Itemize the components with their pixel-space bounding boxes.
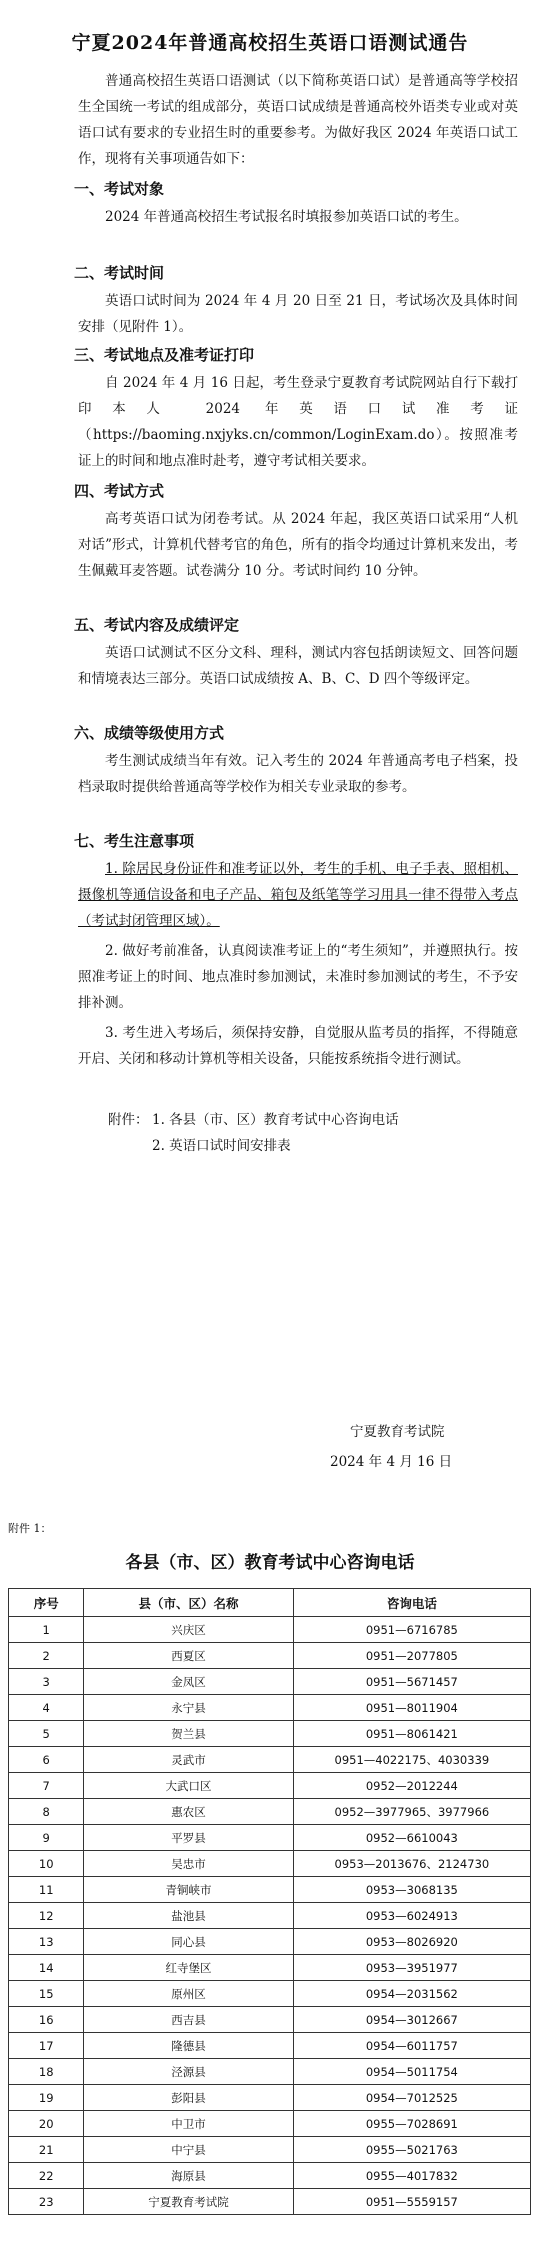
intro-paragraph: 普通高校招生英语口语测试（以下简称英语口试）是普通高等学校招生全国统一考试的组成部分，英语口试成绩是普通高校外语类专业或对英语口试有要求的专业招生时的重要参考。为做好我区 2024 年英语口试工作，现将有关事项通告如下： bbox=[78, 73, 518, 167]
cell-county: 西吉县 bbox=[84, 2007, 293, 2033]
cell-index: 2 bbox=[9, 1643, 84, 1669]
table-row bbox=[9, 2059, 531, 2085]
attachment-item-2: 2. 英语口试时间安排表 bbox=[152, 1138, 291, 1154]
cell-phone: 0954—5011754 bbox=[293, 2059, 530, 2085]
cell-index: 9 bbox=[9, 1825, 84, 1851]
cell-index: 17 bbox=[9, 2033, 84, 2059]
column-header-county: 县（市、区）名称 bbox=[84, 1589, 293, 1617]
signature-org: 宁夏教育考试院 bbox=[350, 1424, 445, 1440]
section-heading-5: 五、考试内容及成绩评定 bbox=[74, 616, 240, 634]
table-row bbox=[9, 1903, 531, 1929]
contacts-table-body bbox=[9, 1617, 531, 2215]
table-row bbox=[9, 1825, 531, 1851]
table-row bbox=[9, 1929, 531, 1955]
table-row bbox=[9, 2111, 531, 2137]
cell-phone: 0955—7028691 bbox=[293, 2111, 530, 2137]
cell-phone: 0953—6024913 bbox=[293, 1903, 530, 1929]
section-heading-3: 三、考试地点及准考证打印 bbox=[74, 346, 255, 364]
cell-index: 22 bbox=[9, 2163, 84, 2189]
section-heading-1: 一、考试对象 bbox=[74, 180, 165, 198]
cell-index: 12 bbox=[9, 1903, 84, 1929]
cell-index: 21 bbox=[9, 2137, 84, 2163]
section-heading-6: 六、成绩等级使用方式 bbox=[74, 724, 225, 742]
cell-index: 6 bbox=[9, 1747, 84, 1773]
cell-phone: 0951—4022175、4030339 bbox=[293, 1747, 530, 1773]
cell-phone: 0951—5559157 bbox=[293, 2189, 530, 2215]
cell-county: 金凤区 bbox=[84, 1669, 293, 1695]
section-body-1: 2024 年普通高校招生考试报名时填报参加英语口试的考生。 bbox=[105, 209, 468, 225]
section-body-2: 英语口试时间为 2024 年 4 月 20 日至 21 日，考试场次及具体时间安排（见附件 1）。 bbox=[78, 293, 518, 335]
section-body-4: 高考英语口试为闭卷考试。从 2024 年起，我区英语口试采用“人机对话”形式，计算机代替考官的角色，所有的指令均通过计算机来发出，考生佩戴耳麦答题。试卷满分 10 分。考试时间约 10 分钟。 bbox=[78, 511, 518, 579]
cell-phone: 0954—6011757 bbox=[293, 2033, 530, 2059]
section-body-3: 自 2024 年 4 月 16 日起，考生登录宁夏教育考试院网站自行下载打印本人 2024 年英语口试准考证（https://baoming.nxjyks.cn/common/LoginExam.do）。按照准考证上的时间和地点准时赴考，遵守考试相关要求。 bbox=[78, 375, 518, 469]
table-row bbox=[9, 1981, 531, 2007]
cell-index: 13 bbox=[9, 1929, 84, 1955]
cell-index: 3 bbox=[9, 1669, 84, 1695]
cell-county: 中宁县 bbox=[84, 2137, 293, 2163]
cell-county: 吴忠市 bbox=[84, 1851, 293, 1877]
annex-table-title: 各县（市、区）教育考试中心咨询电话 bbox=[125, 1553, 415, 1573]
cell-phone: 0955—5021763 bbox=[293, 2137, 530, 2163]
table-row bbox=[9, 1617, 531, 1643]
cell-county: 兴庆区 bbox=[84, 1617, 293, 1643]
section-heading-7: 七、考生注意事项 bbox=[74, 832, 195, 850]
cell-phone: 0952—6610043 bbox=[293, 1825, 530, 1851]
table-row bbox=[9, 1877, 531, 1903]
table-row bbox=[9, 1799, 531, 1825]
cell-index: 8 bbox=[9, 1799, 84, 1825]
signature-date: 2024 年 4 月 16 日 bbox=[330, 1454, 453, 1470]
table-row bbox=[9, 1695, 531, 1721]
notice-title: 宁夏2024年普通高校招生英语口语测试通告 bbox=[71, 32, 469, 54]
table-row bbox=[9, 1669, 531, 1695]
cell-county: 永宁县 bbox=[84, 1695, 293, 1721]
cell-phone: 0951—6716785 bbox=[293, 1617, 530, 1643]
cell-index: 10 bbox=[9, 1851, 84, 1877]
attachments-label: 附件： bbox=[108, 1112, 149, 1128]
table-row bbox=[9, 1773, 531, 1799]
cell-phone: 0953—2013676、2124730 bbox=[293, 1851, 530, 1877]
cell-county: 惠农区 bbox=[84, 1799, 293, 1825]
table-row bbox=[9, 1747, 531, 1773]
cell-phone: 0954—3012667 bbox=[293, 2007, 530, 2033]
cell-index: 5 bbox=[9, 1721, 84, 1747]
cell-index: 11 bbox=[9, 1877, 84, 1903]
cell-index: 4 bbox=[9, 1695, 84, 1721]
cell-phone: 0953—3951977 bbox=[293, 1955, 530, 1981]
cell-phone: 0953—8026920 bbox=[293, 1929, 530, 1955]
cell-county: 红寺堡区 bbox=[84, 1955, 293, 1981]
section-body-5: 英语口试测试不区分文科、理科，测试内容包括朗读短文、回答问题和情境表达三部分。英语口试成绩按 A、B、C、D 四个等级评定。 bbox=[78, 645, 518, 687]
cell-index: 7 bbox=[9, 1773, 84, 1799]
cell-county: 海原县 bbox=[84, 2163, 293, 2189]
cell-county: 西夏区 bbox=[84, 1643, 293, 1669]
cell-county: 大武口区 bbox=[84, 1773, 293, 1799]
column-header-index: 序号 bbox=[9, 1589, 84, 1617]
table-row bbox=[9, 2189, 531, 2215]
cell-county: 青铜峡市 bbox=[84, 1877, 293, 1903]
cell-county: 盐池县 bbox=[84, 1903, 293, 1929]
cell-county: 平罗县 bbox=[84, 1825, 293, 1851]
cell-county: 泾源县 bbox=[84, 2059, 293, 2085]
cell-phone: 0952—3977965、3977966 bbox=[293, 1799, 530, 1825]
cell-index: 15 bbox=[9, 1981, 84, 2007]
table-row bbox=[9, 2085, 531, 2111]
cell-county: 隆德县 bbox=[84, 2033, 293, 2059]
contacts-table bbox=[8, 1588, 531, 2215]
cell-phone: 0953—3068135 bbox=[293, 1877, 530, 1903]
cell-index: 1 bbox=[9, 1617, 84, 1643]
table-row bbox=[9, 2007, 531, 2033]
cell-county: 贺兰县 bbox=[84, 1721, 293, 1747]
cell-county: 宁夏教育考试院 bbox=[84, 2189, 293, 2215]
table-row bbox=[9, 1851, 531, 1877]
cell-county: 灵武市 bbox=[84, 1747, 293, 1773]
cell-county: 彭阳县 bbox=[84, 2085, 293, 2111]
cell-county: 同心县 bbox=[84, 1929, 293, 1955]
attachment-item-1: 1. 各县（市、区）教育考试中心咨询电话 bbox=[152, 1112, 399, 1128]
cell-index: 23 bbox=[9, 2189, 84, 2215]
cell-index: 19 bbox=[9, 2085, 84, 2111]
note-item-1: 1. 除居民身份证件和准考证以外，考生的手机、电子手表、照相机、摄像机等通信设备和电子产品、箱包及纸笔等学习用具一律不得带入考点（考试封闭管理区域）。 bbox=[78, 861, 518, 929]
cell-index: 18 bbox=[9, 2059, 84, 2085]
cell-phone: 0951—2077805 bbox=[293, 1643, 530, 1669]
cell-index: 16 bbox=[9, 2007, 84, 2033]
table-row bbox=[9, 1643, 531, 1669]
table-header-row bbox=[9, 1589, 531, 1617]
cell-phone: 0954—2031562 bbox=[293, 1981, 530, 2007]
section-body-6: 考生测试成绩当年有效。记入考生的 2024 年普通高考电子档案，投档录取时提供给普通高等学校作为相关专业录取的参考。 bbox=[78, 753, 518, 795]
cell-phone: 0951—5671457 bbox=[293, 1669, 530, 1695]
note-item-2: 2. 做好考前准备，认真阅读准考证上的“考生须知”，并遵照执行。按照准考证上的时间、地点准时参加测试，未准时参加测试的考生，不予安排补测。 bbox=[78, 943, 518, 1011]
table-row bbox=[9, 1721, 531, 1747]
section-heading-4: 四、考试方式 bbox=[74, 482, 165, 500]
section-heading-2: 二、考试时间 bbox=[74, 264, 165, 282]
table-row bbox=[9, 1955, 531, 1981]
cell-county: 原州区 bbox=[84, 1981, 293, 2007]
cell-phone: 0955—4017832 bbox=[293, 2163, 530, 2189]
cell-phone: 0952—2012244 bbox=[293, 1773, 530, 1799]
cell-phone: 0954—7012525 bbox=[293, 2085, 530, 2111]
table-row bbox=[9, 2163, 531, 2189]
column-header-phone: 咨询电话 bbox=[293, 1589, 530, 1617]
note-item-3: 3. 考生进入考场后，须保持安静，自觉服从监考员的指挥，不得随意开启、关闭和移动计算机等相关设备，只能按系统指令进行测试。 bbox=[78, 1025, 518, 1067]
annex-label: 附件 1： bbox=[8, 1522, 52, 1535]
table-row bbox=[9, 2137, 531, 2163]
table-row bbox=[9, 2033, 531, 2059]
cell-index: 14 bbox=[9, 1955, 84, 1981]
cell-phone: 0951—8061421 bbox=[293, 1721, 530, 1747]
cell-index: 20 bbox=[9, 2111, 84, 2137]
cell-phone: 0951—8011904 bbox=[293, 1695, 530, 1721]
cell-county: 中卫市 bbox=[84, 2111, 293, 2137]
